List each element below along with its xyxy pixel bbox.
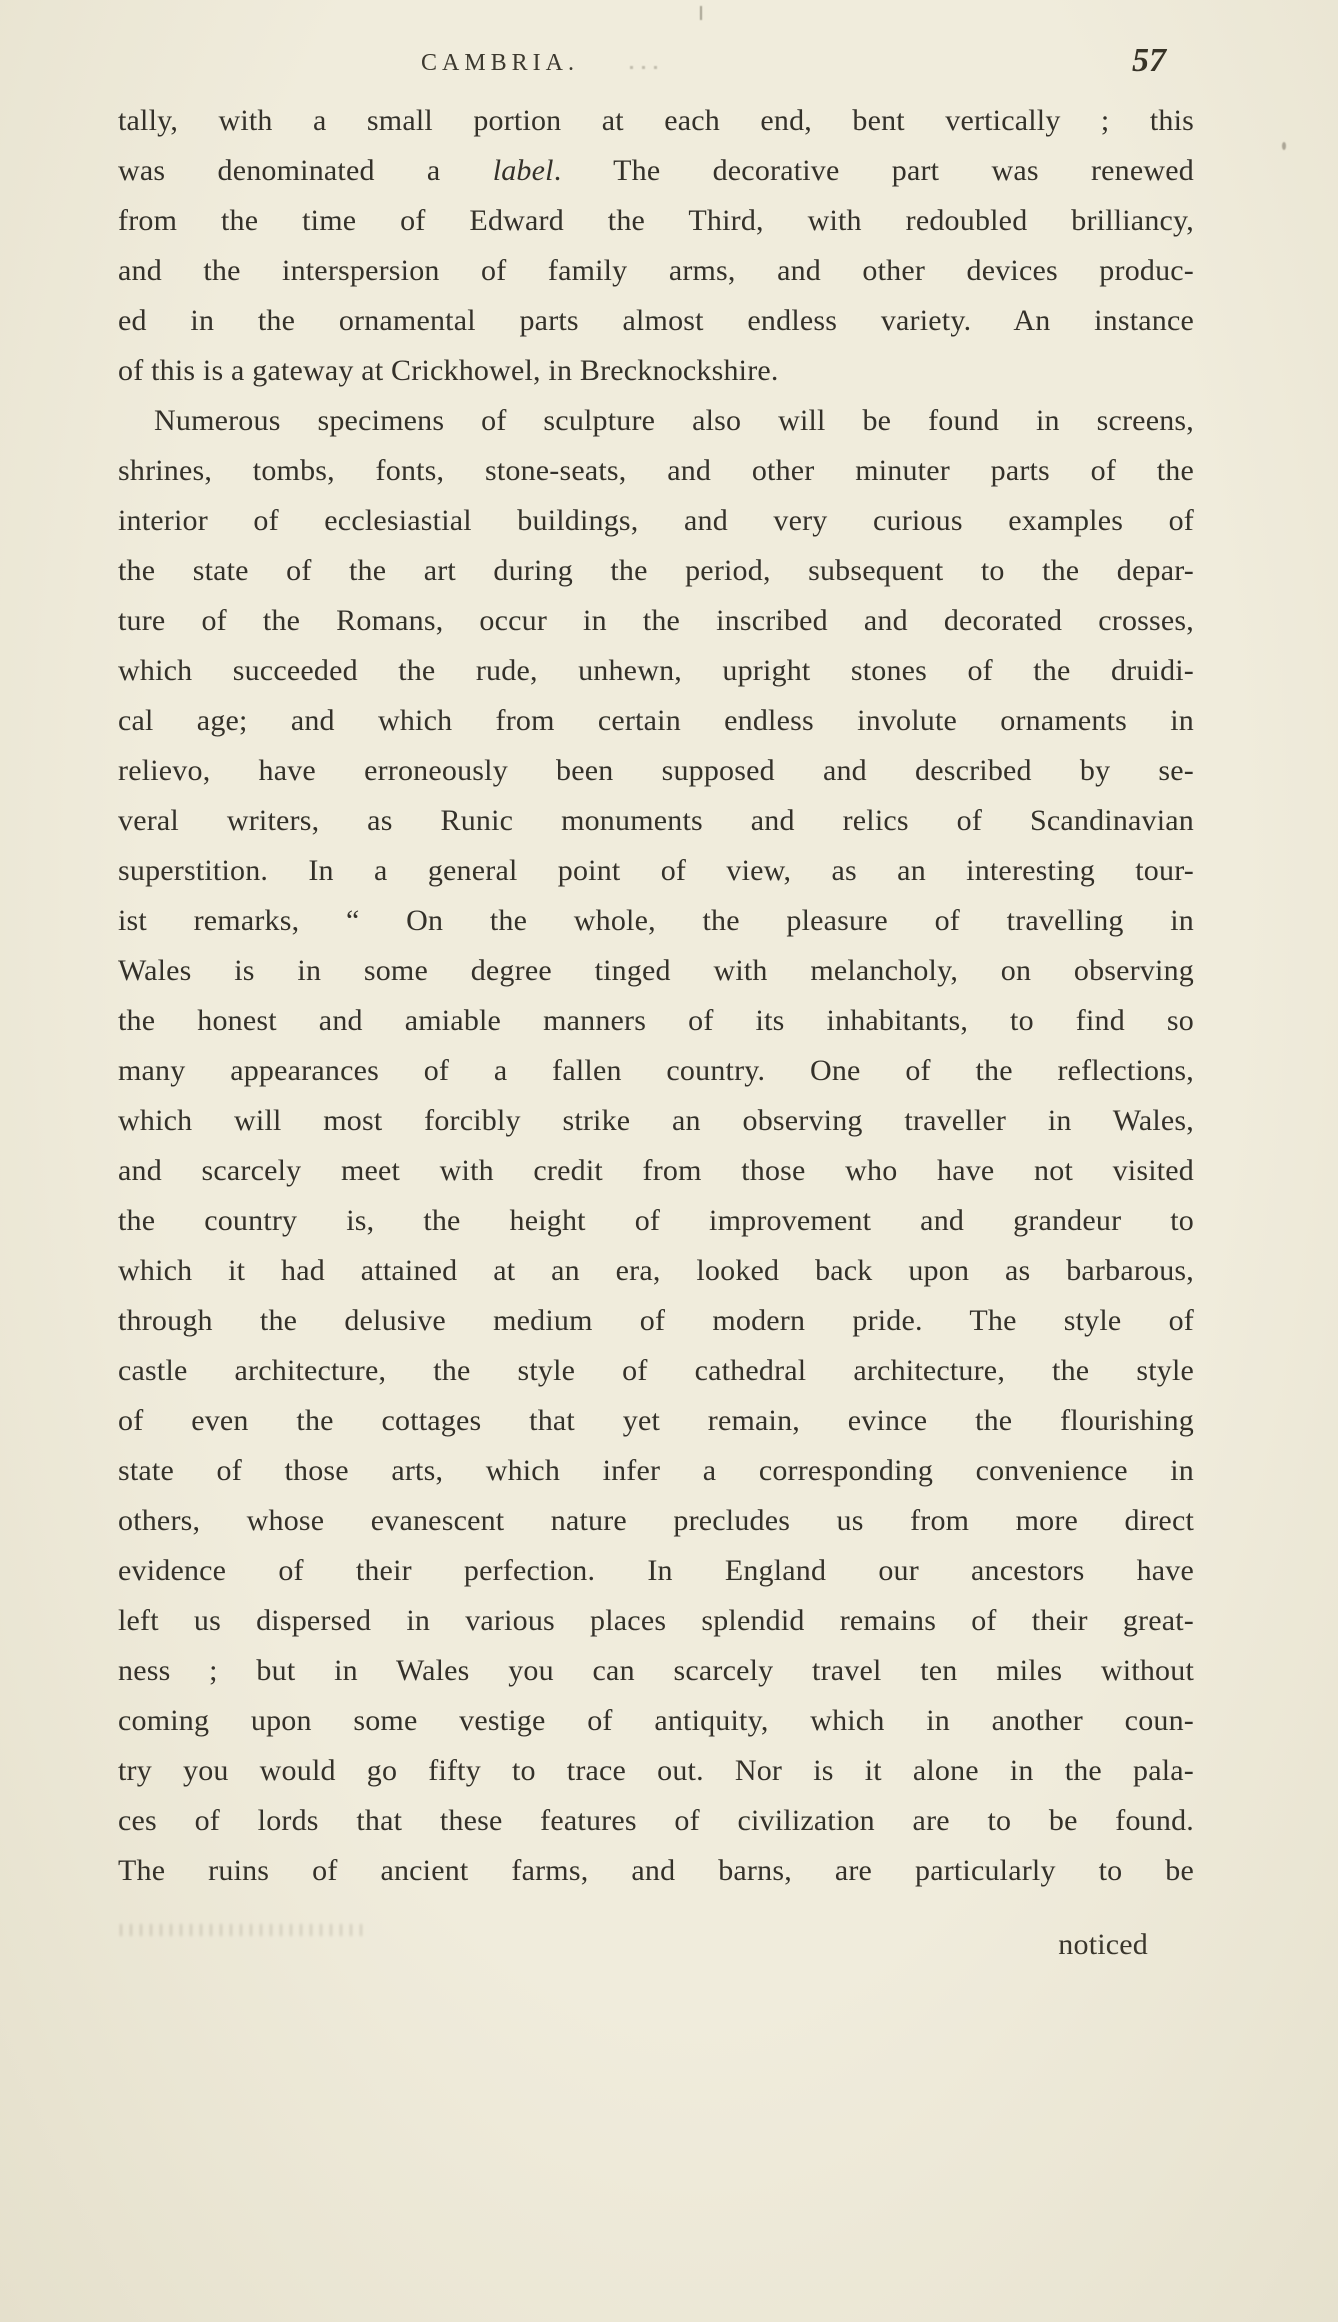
text-line: ness ; but in Wales you can scarcely travel ten miles without [118,1654,1194,1687]
running-head-title: CAMBRIA. [420,50,580,76]
text-line: castle architecture, the style of cathedral architecture, the style [118,1354,1194,1387]
text-line: state of those arts, which infer a corresponding convenience in [118,1454,1194,1487]
text-line: cal age; and which from certain endless involute ornaments in [118,704,1194,737]
text-line: left us dispersed in various places splendid remains of their great- [118,1604,1194,1637]
text-line: which succeeded the rude, unhewn, upright stones of the druidi- [118,654,1194,687]
text-line: interior of ecclesiastial buildings, and very curious examples of [118,504,1194,537]
text-line: shrines, tombs, fonts, stone-seats, and other minuter parts of the [118,454,1194,487]
text-line: which it had attained at an era, looked back upon as barbarous, [118,1254,1194,1287]
header-faint-dots [630,66,666,69]
text-line: evidence of their perfection. In England our ancestors have [118,1554,1194,1587]
text-line: ture of the Romans, occur in the inscribed and decorated crosses, [118,604,1194,637]
paragraph [118,396,1194,1896]
text-line: tally, with a small portion at each end, bent vertically ; this [118,104,1194,137]
text-line: which will most forcibly strike an observing traveller in Wales, [118,1104,1194,1137]
text-line: and the interspersion of family arms, and other devices produc- [118,254,1194,287]
paragraph [118,96,1194,396]
text-line: ist remarks, “ On the whole, the pleasure of travelling in [118,904,1194,937]
text-line: through the delusive medium of modern pride. The style of [118,1304,1194,1337]
text-line: ces of lords that these features of civilization are to be found. [118,1804,1194,1837]
text-line: Wales is in some degree tinged with melancholy, on observing [118,954,1194,987]
text-line: The ruins of ancient farms, and barns, are particularly to be [118,1854,1194,1887]
text-line: and scarcely meet with credit from those who have not visited [118,1154,1194,1187]
text-line: the honest and amiable manners of its inhabitants, to find so [118,1004,1194,1037]
text-line: relievo, have erroneously been supposed and described by se- [118,754,1194,787]
text-line: of this is a gateway at Crickhowel, in Brecknockshire. [118,354,779,387]
text-line: coming upon some vestige of antiquity, which in another coun- [118,1704,1194,1737]
text-line: others, whose evanescent nature precludes us from more direct [118,1504,1194,1537]
text-line: ed in the ornamental parts almost endless variety. An instance [118,304,1194,337]
scan-speck-margin [1282,142,1286,150]
text-line: try you would go fifty to trace out. Nor is it alone in the pala- [118,1754,1194,1787]
text-line: of even the cottages that yet remain, evince the flourishing [118,1404,1194,1437]
text-line: from the time of Edward the Third, with redoubled brilliancy, [118,204,1194,237]
text-line: superstition. In a general point of view, as an interesting tour- [118,854,1194,887]
catchword: noticed [1058,1928,1148,1961]
text-line: many appearances of a fallen country. One of the reflections, [118,1054,1194,1087]
page-number: 57 [1132,42,1166,79]
text-line: veral writers, as Runic monuments and relics of Scandinavian [118,804,1194,837]
text-line: was denominated a label. The decorative part was renewed [118,154,1194,187]
text-line: Numerous specimens of sculpture also will be found in screens, [154,404,1194,437]
text-line: the state of the art during the period, subsequent to the depar- [118,554,1194,587]
scan-speck-top [700,6,702,20]
text-line: the country is, the height of improvement and grandeur to [118,1204,1194,1237]
print-smudge-artifact [120,1924,370,1936]
text-block [118,96,1194,1970]
